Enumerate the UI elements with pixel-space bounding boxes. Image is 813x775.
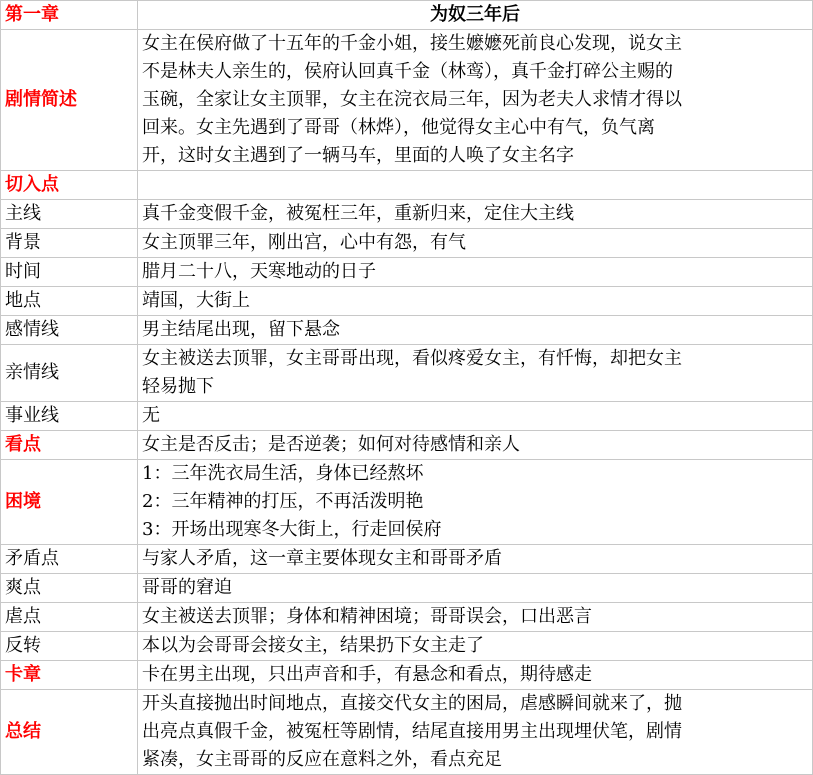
row-label-cell[interactable]: [1, 200, 138, 229]
row-label: 矛盾点: [5, 548, 59, 569]
row-label: 虐点: [5, 606, 41, 627]
row-label: 主线: [5, 203, 41, 224]
row-label: 时间: [5, 261, 41, 282]
row-content-cell[interactable]: [138, 690, 813, 775]
row-content-cell[interactable]: [138, 460, 813, 545]
chapter-title: 为奴三年后: [430, 4, 520, 25]
table-row: [1, 632, 813, 661]
row-content-cell[interactable]: [138, 258, 813, 287]
row-label: 感情线: [5, 319, 59, 340]
row-content-cell[interactable]: [138, 171, 813, 200]
row-content-cell[interactable]: [138, 287, 813, 316]
row-content-line: 不是林夫人亲生的，侯府认回真千金（林鸾），真千金打碎公主赐的: [142, 61, 673, 82]
row-content-line: 女主被送去顶罪，女主哥哥出现，看似疼爱女主，有忏悔，却把女主: [142, 348, 682, 369]
table-row: [1, 460, 813, 545]
row-content-line: 女主是否反击；是否逆袭；如何对待感情和亲人: [142, 434, 520, 455]
row-content-line: 与家人矛盾，这一章主要体现女主和哥哥矛盾: [142, 548, 502, 569]
row-label: 地点: [5, 290, 41, 311]
row-content-line: 开头直接抛出时间地点，直接交代女主的困局，虐感瞬间就来了，抛: [142, 693, 682, 714]
row-label-cell[interactable]: [1, 316, 138, 345]
row-label: 看点: [5, 434, 41, 455]
row-content-line: 男主结尾出现，留下悬念: [142, 319, 340, 340]
row-content-cell[interactable]: [138, 661, 813, 690]
table-row: [1, 229, 813, 258]
row-label-cell[interactable]: [1, 632, 138, 661]
table-row: [1, 287, 813, 316]
row-content-line: 靖国，大街上: [142, 290, 250, 311]
chapter-title-cell[interactable]: [138, 1, 813, 30]
row-label-cell[interactable]: [1, 460, 138, 545]
row-label-cell[interactable]: [1, 661, 138, 690]
row-label-cell[interactable]: [1, 690, 138, 775]
table-row: [1, 574, 813, 603]
table-row: [1, 345, 813, 402]
row-content-line: 开，这时女主遇到了一辆马车，里面的人唤了女主名字: [142, 145, 574, 166]
chapter-label: 第一章: [5, 4, 59, 25]
table-row: [1, 200, 813, 229]
row-label: 切入点: [5, 174, 59, 195]
row-content-line: 女主顶罪三年，刚出宫，心中有怨，有气: [142, 232, 466, 253]
row-content-cell[interactable]: [138, 402, 813, 431]
row-content-cell[interactable]: [138, 632, 813, 661]
row-content-line: 玉碗，全家让女主顶罪，女主在浣衣局三年，因为老夫人求情才得以: [142, 89, 682, 110]
row-content-line: 真千金变假千金，被冤枉三年，重新归来，定住大主线: [142, 203, 574, 224]
row-label: 卡章: [5, 664, 41, 685]
table-row: [1, 545, 813, 574]
row-content-line: 2：三年精神的打压，不再活泼明艳: [142, 491, 424, 512]
row-content-line: 哥哥的窘迫: [142, 577, 232, 598]
table-row: [1, 171, 813, 200]
row-label-cell[interactable]: [1, 431, 138, 460]
row-content-line: 本以为会哥哥会接女主，结果扔下女主走了: [142, 635, 484, 656]
row-content-line: 出亮点真假千金，被冤枉等剧情，结尾直接用男主出现埋伏笔，剧情: [142, 721, 682, 742]
row-content-cell[interactable]: [138, 545, 813, 574]
row-label: 爽点: [5, 577, 41, 598]
chapter-label-cell[interactable]: [1, 1, 138, 30]
row-label: 背景: [5, 232, 41, 253]
row-label: 困境: [5, 491, 41, 512]
row-label-cell[interactable]: [1, 603, 138, 632]
table-row: [1, 30, 813, 171]
row-content-cell[interactable]: [138, 603, 813, 632]
row-content-line: 无: [142, 405, 160, 426]
row-content-line: 轻易抛下: [142, 376, 214, 397]
row-content-line: 女主被送去顶罪；身体和精神困境；哥哥误会，口出恶言: [142, 606, 592, 627]
row-content-line: 卡在男主出现，只出声音和手，有悬念和看点，期待感走: [142, 664, 592, 685]
row-content-line: 紧凑，女主哥哥的反应在意料之外，看点充足: [142, 749, 502, 770]
table-row: [1, 603, 813, 632]
row-label-cell[interactable]: [1, 545, 138, 574]
row-label: 总结: [5, 721, 41, 742]
row-label: 反转: [5, 635, 41, 656]
row-label-cell[interactable]: [1, 402, 138, 431]
row-content-cell[interactable]: [138, 229, 813, 258]
table-row: [1, 402, 813, 431]
row-content-line: 女主在侯府做了十五年的千金小姐，接生嬷嬷死前良心发现，说女主: [142, 33, 682, 54]
header-row: [1, 1, 813, 30]
table-row: [1, 690, 813, 775]
row-content-cell[interactable]: [138, 316, 813, 345]
table-row: [1, 258, 813, 287]
row-content-line: 腊月二十八，天寒地动的日子: [142, 261, 376, 282]
row-content-cell[interactable]: [138, 200, 813, 229]
row-content-line: 1：三年洗衣局生活，身体已经熬坏: [142, 463, 424, 484]
row-content-line: [142, 171, 808, 199]
row-label-cell[interactable]: [1, 287, 138, 316]
row-content-cell[interactable]: [138, 345, 813, 402]
table-row: [1, 661, 813, 690]
row-label-cell[interactable]: [1, 30, 138, 171]
table-row: [1, 316, 813, 345]
row-content-cell[interactable]: [138, 431, 813, 460]
row-content-cell[interactable]: [138, 30, 813, 171]
row-label-cell[interactable]: [1, 345, 138, 402]
row-label: 亲情线: [5, 362, 59, 383]
row-label: 事业线: [5, 405, 59, 426]
row-content-cell[interactable]: [138, 574, 813, 603]
row-label-cell[interactable]: [1, 574, 138, 603]
row-label-cell[interactable]: [1, 171, 138, 200]
row-label-cell[interactable]: [1, 258, 138, 287]
row-content-line: 3：开场出现寒冬大街上，行走回侯府: [142, 519, 442, 540]
row-label: 剧情简述: [5, 89, 77, 110]
row-label-cell[interactable]: [1, 229, 138, 258]
table-row: [1, 431, 813, 460]
row-content-line: 回来。女主先遇到了哥哥（林烨），他觉得女主心中有气，负气离: [142, 117, 655, 138]
